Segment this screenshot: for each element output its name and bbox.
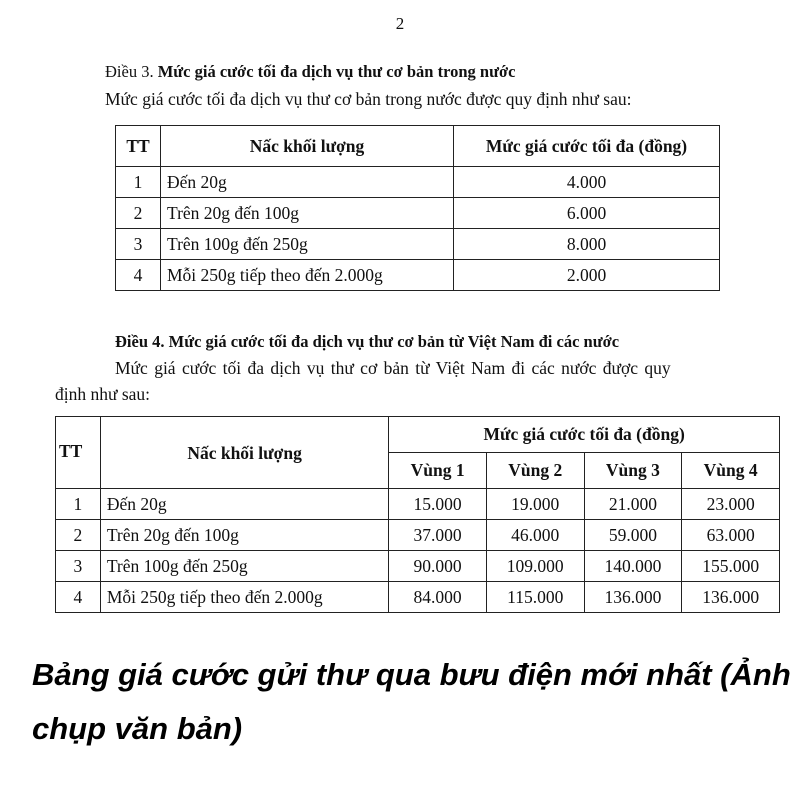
cell-tt: 1 [116, 167, 161, 198]
international-rate-table [55, 416, 780, 613]
cell-zone-3: 59.000 [584, 520, 682, 551]
cell-zone-3: 136.000 [584, 582, 682, 613]
article4-heading: Điều 4. Mức giá cước tối đa dịch vụ thư cơ bản từ Việt Nam đi các nước [115, 332, 620, 351]
cell-zone-2: 109.000 [486, 551, 584, 582]
cell-price: 2.000 [454, 260, 720, 291]
page-number: 2 [395, 14, 405, 33]
cell-zone-4: 136.000 [682, 582, 780, 613]
article3-heading-prefix: Điều 3. [105, 62, 154, 81]
table-row [56, 520, 780, 551]
cell-tt: 3 [116, 229, 161, 260]
cell-weight: Trên 100g đến 250g [100, 551, 388, 582]
cell-tt: 4 [56, 582, 101, 613]
cell-weight: Trên 20g đến 100g [100, 520, 388, 551]
cell-tt: 4 [116, 260, 161, 291]
table-header-row [56, 417, 780, 453]
article4-intro-line2: định như sau: [55, 384, 151, 404]
cell-price: 4.000 [454, 167, 720, 198]
cell-weight: Trên 20g đến 100g [161, 198, 454, 229]
table-row [56, 582, 780, 613]
cell-weight: Trên 100g đến 250g [161, 229, 454, 260]
cell-weight: Mỗi 250g tiếp theo đến 2.000g [100, 582, 388, 613]
header-tt: TT [56, 417, 101, 489]
cell-weight: Mỗi 250g tiếp theo đến 2.000g [161, 260, 454, 291]
table-header-row [116, 126, 720, 167]
cell-zone-1: 84.000 [389, 582, 487, 613]
cell-tt: 1 [56, 489, 101, 520]
cell-tt: 2 [116, 198, 161, 229]
header-tt: TT [116, 126, 161, 167]
image-caption: Bảng giá cước gửi thư qua bưu điện mới nhất (Ảnh chụp văn bản) [32, 657, 791, 746]
cell-zone-1: 15.000 [389, 489, 487, 520]
cell-zone-1: 90.000 [389, 551, 487, 582]
table-row [56, 551, 780, 582]
header-zone-2: Vùng 2 [486, 453, 584, 489]
cell-zone-4: 63.000 [682, 520, 780, 551]
cell-weight: Đến 20g [161, 167, 454, 198]
cell-zone-4: 155.000 [682, 551, 780, 582]
cell-tt: 2 [56, 520, 101, 551]
table-row [116, 167, 720, 198]
cell-weight: Đến 20g [100, 489, 388, 520]
header-weight: Nấc khối lượng [161, 126, 454, 167]
table-row [116, 198, 720, 229]
cell-zone-2: 115.000 [486, 582, 584, 613]
cell-zone-1: 37.000 [389, 520, 487, 551]
cell-zone-3: 140.000 [584, 551, 682, 582]
cell-price: 8.000 [454, 229, 720, 260]
article3-intro: Mức giá cước tối đa dịch vụ thư cơ bản trong nước được quy định như sau: [105, 89, 632, 109]
table-row [56, 489, 780, 520]
cell-tt: 3 [56, 551, 101, 582]
article4-intro-line1: Mức giá cước tối đa dịch vụ thư cơ bản từ Việt Nam đi các nước được quy [115, 358, 671, 378]
header-zone-1: Vùng 1 [389, 453, 487, 489]
table-row [116, 229, 720, 260]
article3-heading-text: Mức giá cước tối đa dịch vụ thư cơ bản trong nước [157, 62, 516, 81]
cell-zone-2: 46.000 [486, 520, 584, 551]
header-price: Mức giá cước tối đa (đồng) [454, 126, 720, 167]
cell-zone-4: 23.000 [682, 489, 780, 520]
cell-zone-3: 21.000 [584, 489, 682, 520]
article3-heading [105, 62, 515, 82]
domestic-rate-table [115, 125, 720, 291]
header-weight: Nấc khối lượng [100, 417, 388, 489]
cell-price: 6.000 [454, 198, 720, 229]
header-price-group: Mức giá cước tối đa (đồng) [389, 417, 780, 453]
header-zone-3: Vùng 3 [584, 453, 682, 489]
cell-zone-2: 19.000 [486, 489, 584, 520]
table-row [116, 260, 720, 291]
header-zone-4: Vùng 4 [682, 453, 780, 489]
